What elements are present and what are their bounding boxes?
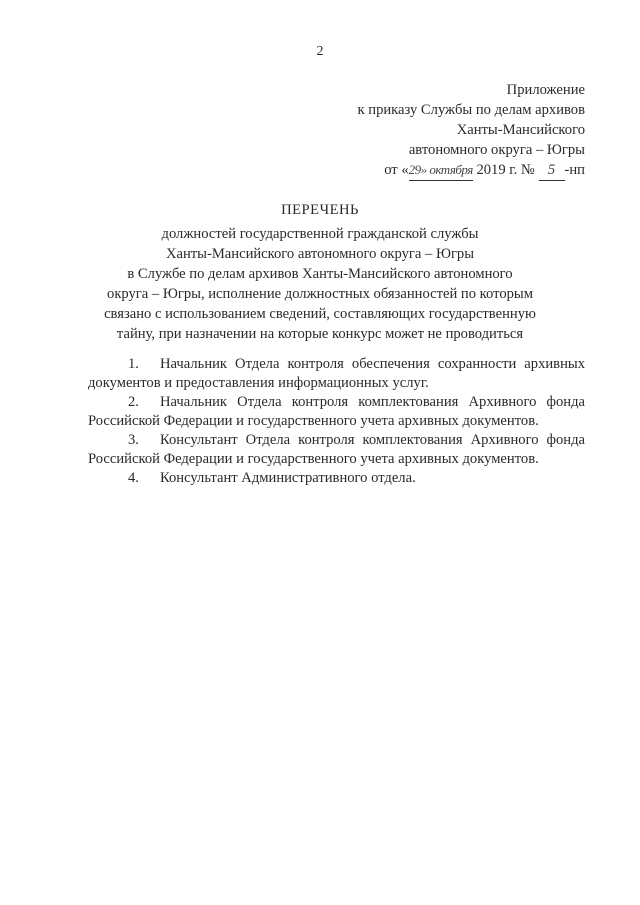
- page-number: 2: [316, 44, 324, 59]
- positions-list: [88, 355, 585, 488]
- heading-line: должностей государственной гражданской службы: [161, 226, 479, 242]
- appendix-block: [255, 80, 585, 181]
- item-text: Начальник Отдела контроля комплектования Архивного фонда Российской Федерации и государственного учета архивных документов.: [88, 394, 585, 429]
- list-item: [88, 469, 585, 488]
- document-title: ПЕРЕЧЕНЬ: [281, 202, 359, 218]
- appendix-line-okrug: автономного округа – Югры: [408, 142, 585, 158]
- item-text: Начальник Отдела контроля обеспечения сохранности архивных документов и предоставления информационных услуг.: [88, 356, 585, 391]
- appendix-line-region: Ханты-Мансийского: [456, 122, 585, 138]
- order-number: 5: [539, 160, 565, 181]
- item-text: Консультант Отдела контроля комплектования Архивного фонда Российской Федерации и государственного учета архивных документов.: [88, 432, 585, 467]
- date-prefix: от «: [384, 162, 409, 178]
- date-handwritten: 29» октября: [409, 160, 473, 181]
- document-heading: [55, 200, 585, 344]
- order-suffix: -нп: [564, 162, 585, 178]
- item-number: 4.: [128, 470, 139, 486]
- list-item: [88, 355, 585, 393]
- item-text: Консультант Административного отдела.: [160, 470, 416, 486]
- heading-line: в Службе по делам архивов Ханты-Мансийского автономного: [127, 266, 513, 282]
- item-number: 3.: [128, 432, 139, 448]
- heading-line: тайну, при назначении на которые конкурс может не проводиться: [116, 326, 524, 342]
- appendix-title: Приложение: [506, 82, 585, 98]
- heading-line: Ханты-Мансийского автономного округа – Югры: [165, 246, 475, 262]
- appendix-date-line: [255, 160, 585, 181]
- heading-line: связано с использованием сведений, составляющих государственную: [104, 306, 536, 322]
- heading-line: округа – Югры, исполнение должностных обязанностей по которым: [107, 286, 533, 302]
- list-item: [88, 431, 585, 469]
- date-year: 2019 г. №: [476, 162, 535, 178]
- item-number: 1.: [128, 356, 139, 372]
- item-number: 2.: [128, 394, 139, 410]
- appendix-line-order: к приказу Службы по делам архивов: [357, 102, 585, 118]
- list-item: [88, 393, 585, 431]
